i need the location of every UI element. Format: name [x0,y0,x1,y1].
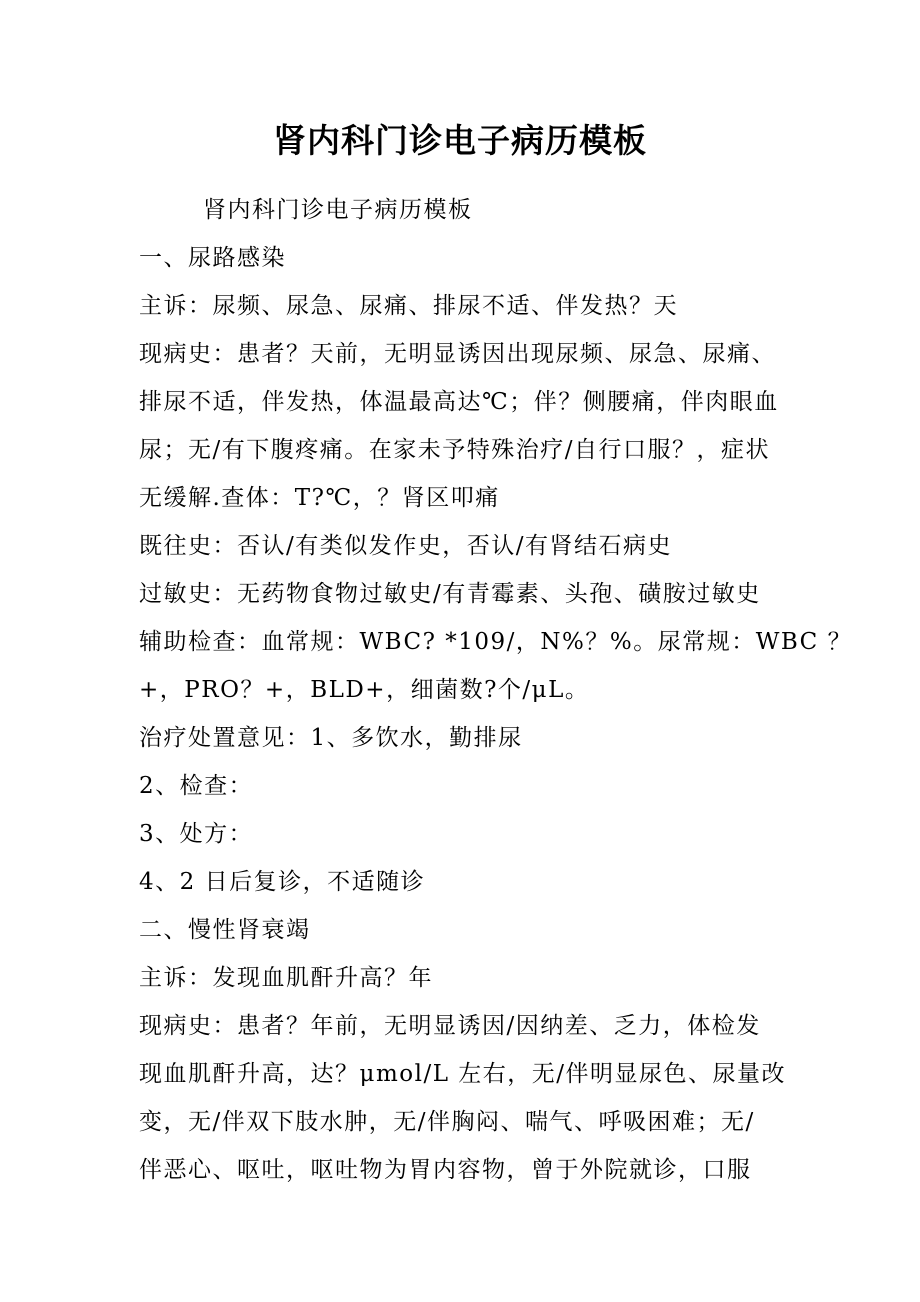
treatment-item: 4、2 日后复诊，不适随诊 [139,869,426,895]
present-illness-line: 现血肌酐升高，达？μmol/L 左右，无/伴明显尿色、尿量改 [139,1061,787,1087]
present-illness-line: 现病史：患者？天前，无明显诱因出现尿频、尿急、尿痛、 [139,341,776,367]
treatment-item: 2、检查： [139,773,254,799]
section-heading-uti: 一、尿路感染 [139,245,286,271]
physical-exam-line: 无缓解.查体：T?℃，？肾区叩痛 [139,485,500,511]
present-illness-line: 排尿不适，伴发热，体温最高达℃；伴？侧腰痛，伴肉眼血 [139,389,779,415]
lab-tests-line: +，PRO？+，BLD+，细菌数?个/μL。 [139,677,590,703]
lab-tests-line: 辅助检查：血常规：WBC? *109/，N%？%。尿常规：WBC ？ [139,629,853,655]
treatment-item: 3、处方： [139,821,254,847]
allergy-history-line: 过敏史：无药物食物过敏史/有青霉素、头孢、磺胺过敏史 [139,581,761,607]
present-illness-line: 变，无/伴双下肢水肿，无/伴胸闷、喘气、呼吸困难；无/ [139,1109,755,1135]
past-history-line: 既往史：否认/有类似发作史，否认/有肾结石病史 [139,533,672,559]
present-illness-line: 伴恶心、呕吐，呕吐物为胃内容物，曾于外院就诊，口服 [139,1157,752,1183]
subtitle-line: 肾内科门诊电子病历模板 [203,197,473,223]
chief-complaint-line: 主诉：发现血肌酐升高？年 [139,965,433,991]
chief-complaint-line: 主诉：尿频、尿急、尿痛、排尿不适、伴发热？天 [139,293,678,319]
document-body [139,186,853,1194]
section-heading-ckd: 二、慢性肾衰竭 [139,917,311,943]
present-illness-line: 尿；无/有下腹疼痛。在家未予特殊治疗/自行口服？，症状 [139,437,770,463]
present-illness-line: 现病史：患者？年前，无明显诱因/因纳差、乏力，体检发 [139,1013,761,1039]
document-title: 肾内科门诊电子病历模板 [273,121,647,160]
treatment-line: 治疗处置意见：1、多饮水，勤排尿 [139,725,523,751]
